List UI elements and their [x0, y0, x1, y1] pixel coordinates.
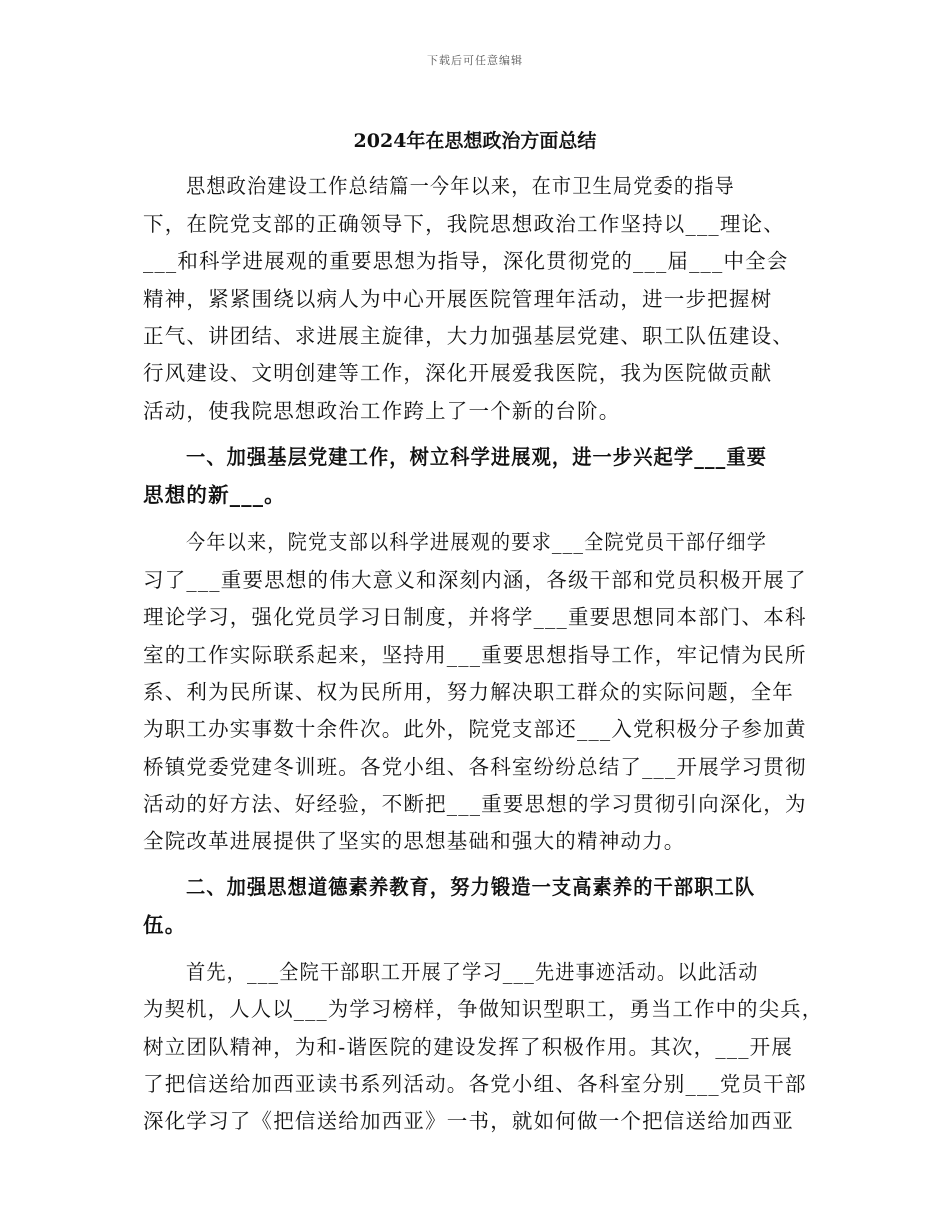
paragraph-line: 为契机，人人以___为学习榜样，争做知识型职工，勇当工作中的尖兵，: [143, 997, 824, 1021]
paragraph-line: 桥镇党委党建冬训班。各党小组、各科室纷纷总结了___开展学习贯彻: [143, 755, 807, 779]
paragraph-line: 正气、讲团结、求进展主旋律，大力加强基层党建、职工队伍建设、: [143, 324, 794, 348]
paragraph-line: 习了___重要思想的伟大意义和深刻内涵，各级干部和党员积极开展了: [143, 568, 807, 592]
paragraph-line: 全院改革进展提供了坚实的思想基础和强大的精神动力。: [143, 829, 686, 853]
paragraph-line: ___和科学进展观的重要思想为指导，深化贯彻党的___届___中全会: [143, 249, 789, 273]
paragraph-line: 树立团队精神，为和-谐医院的建设发挥了积极作用。其次，___开展: [143, 1035, 794, 1059]
paragraph-line: 深化学习了《把信送给加西亚》一书，就如何做一个把信送给加西亚: [143, 1109, 794, 1133]
paragraph-line: 为职工办实事数十余件次。此外，院党支部还___入党积极分子参加黄: [143, 717, 807, 741]
section-heading-line: 一、加强基层党建工作，树立科学进展观，进一步兴起学___重要: [186, 445, 768, 469]
paragraph-line: 活动的好方法、好经验，不断把___重要思想的学习贯彻引向深化，为: [143, 792, 807, 816]
paragraph-line: 理论学习，强化党员学习日制度，并将学___重要思想同本部门、本科: [143, 605, 807, 629]
paragraph-line: 首先，___全院干部职工开展了学习___先进事迹活动。以此活动: [186, 960, 759, 984]
paragraph-line: 下，在院党支部的正确领导下，我院思想政治工作坚持以___理论、: [143, 212, 785, 236]
section-heading-line: 二、加强思想道德素养教育，努力锻造一支高素养的干部职工队: [186, 875, 756, 899]
paragraph-line: 精神，紧紧围绕以病人为中心开展医院管理年活动，进一步把握树: [143, 287, 773, 311]
paragraph-line: 了把信送给加西亚读书系列活动。各党小组、各科室分别___党员干部: [143, 1072, 807, 1096]
paragraph-line: 思想政治建设工作总结篇一今年以来，在市卫生局党委的指导: [186, 174, 735, 198]
page-title: 2024年在思想政治方面总结: [353, 130, 597, 152]
paragraph-line: 系、利为民所谋、权为民所用，努力解决职工群众的实际问题，全年: [143, 680, 794, 704]
section-heading-line: 伍。: [143, 913, 187, 937]
paragraph-line: 活动，使我院思想政治工作跨上了一个新的台阶。: [143, 399, 621, 423]
paragraph-line: 室的工作实际联系起来，坚持用___重要思想指导工作，牢记情为民所: [143, 643, 807, 667]
paragraph-line: 今年以来，院党支部以科学进展观的要求___全院党员干部仔细学: [186, 530, 768, 554]
section-heading-line: 思想的新___。: [143, 483, 286, 507]
paragraph-line: 行风建设、文明创建等工作，深化开展爱我医院，我为医院做贡献: [143, 361, 773, 385]
header-note: 下载后可任意编辑: [427, 54, 523, 67]
